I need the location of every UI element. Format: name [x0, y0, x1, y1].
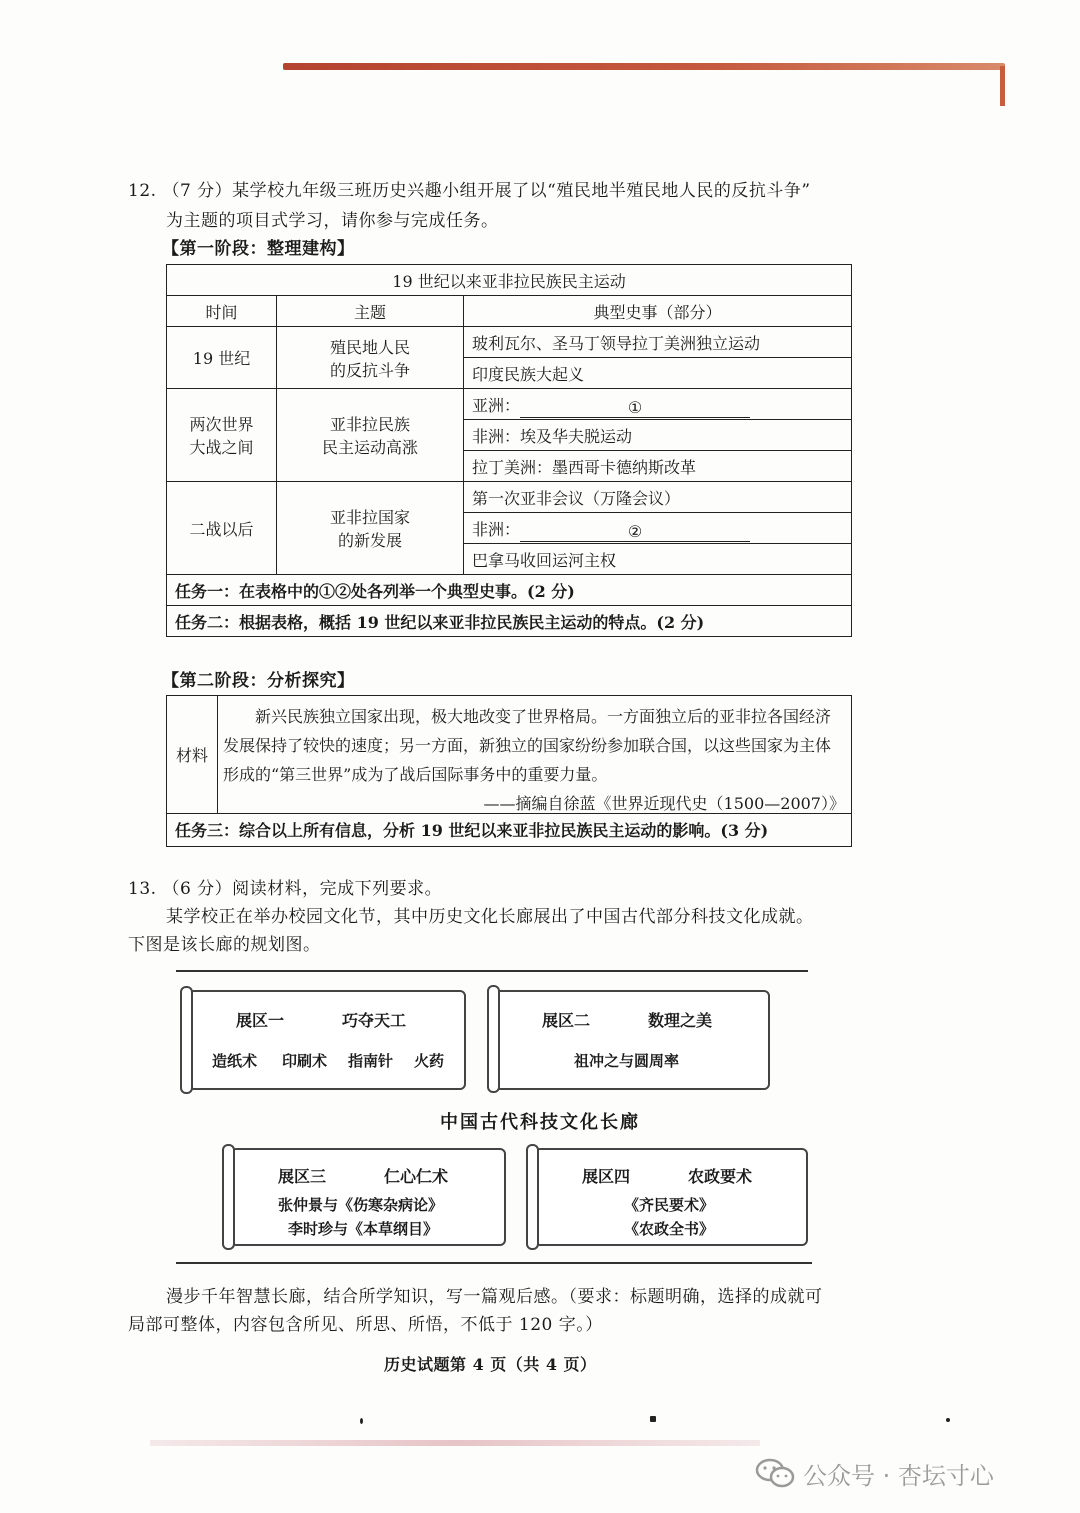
speck — [946, 1418, 950, 1422]
zone4-theme: 农政要术 — [688, 1167, 753, 1186]
zone1-scroll — [188, 990, 466, 1090]
event-interwar-c: 拉丁美洲：墨西哥卡德纳斯改革 — [464, 451, 852, 482]
material-text-block — [223, 702, 845, 818]
stage2-heading: 【第二阶段：分析探究】 — [162, 671, 355, 691]
header-theme: 主题 — [277, 296, 464, 327]
zone2-roll — [487, 985, 500, 1093]
speck — [650, 1416, 656, 1422]
zone1-name: 展区一 — [236, 1011, 285, 1030]
zone2-theme: 数理之美 — [648, 1011, 713, 1030]
event-interwar-b: 非洲：埃及华夫脱运动 — [464, 420, 852, 451]
page-footer: 历史试题第 4 页（共 4 页） — [384, 1355, 597, 1374]
event-interwar-a: 亚洲： ① — [464, 389, 852, 420]
theme-postwar: 亚非拉国家 的新发展 — [277, 482, 464, 575]
zone3-roll — [222, 1144, 235, 1250]
q13-req-line1: 漫步千年智慧长廊，结合所学知识，写一篇观后感。（要求：标题明确，选择的成就可 — [166, 1287, 823, 1307]
gallery-title: 中国古代科技文化长廊 — [440, 1112, 640, 1133]
zone1-item3: 指南针 — [348, 1052, 394, 1070]
task3: 任务三：综合以上所有信息，分析 19 世纪以来亚非拉民族民主运动的影响。(3 分) — [167, 813, 851, 846]
q13-line2: 某学校正在举办校园文化节，其中历史文化长廊展出了中国古代部分科技文化成就。 — [166, 907, 814, 927]
header-time: 时间 — [167, 296, 277, 327]
theme-interwar: 亚非拉民族 民主运动高涨 — [277, 389, 464, 482]
event-postwar-a: 第一次亚非会议（万隆会议） — [464, 482, 852, 513]
watermark-text: 公众号 · 杏坛寸心 — [803, 1461, 994, 1490]
q12-line2: 为主题的项目式学习，请你参与完成任务。 — [166, 211, 499, 231]
theme-19c: 殖民地人民 的反抗斗争 — [277, 327, 464, 389]
movement-table — [166, 264, 852, 637]
zone3-name: 展区三 — [278, 1167, 327, 1186]
task2: 任务二：根据表格，概括 19 世纪以来亚非拉民族民主运动的特点。(2 分) — [167, 606, 852, 637]
time-postwar: 二战以后 — [167, 482, 277, 575]
table-title: 19 世纪以来亚非拉民族民主运动 — [167, 265, 852, 296]
watermark — [755, 1455, 994, 1491]
material-box — [166, 695, 852, 847]
zone4-line2: 《农政全书》 — [624, 1220, 715, 1238]
blank-2[interactable]: ② — [520, 522, 750, 542]
zone1-item2: 印刷术 — [282, 1052, 328, 1070]
gallery-bottom-line — [176, 1262, 812, 1264]
material-label: 材料 — [167, 696, 218, 813]
event-19c-b: 印度民族大起义 — [464, 358, 852, 389]
zone4-name: 展区四 — [582, 1167, 631, 1186]
zone3-theme: 仁心仁术 — [384, 1167, 449, 1186]
time-19c: 19 世纪 — [167, 327, 277, 389]
time-interwar: 两次世界 大战之间 — [167, 389, 277, 482]
speck — [360, 1418, 363, 1424]
zone1-roll — [180, 986, 193, 1094]
zone3-line2: 李时珍与《本草纲目》 — [288, 1220, 439, 1238]
zone3-line1: 张仲景与《伤寒杂病论》 — [278, 1196, 444, 1214]
zone1-item1: 造纸术 — [212, 1052, 258, 1070]
zone2-line1: 祖冲之与圆周率 — [574, 1052, 680, 1070]
bottom-smear — [150, 1440, 760, 1446]
stage1-heading: 【第一阶段：整理建构】 — [162, 239, 355, 259]
gallery-top-line — [176, 970, 808, 972]
zone2-name: 展区二 — [542, 1011, 591, 1030]
wechat-icon — [755, 1457, 795, 1489]
event-postwar-c: 巴拿马收回运河主权 — [464, 544, 852, 575]
zone1-theme: 巧夺天工 — [342, 1011, 407, 1030]
event-postwar-b: 非洲： ② — [464, 513, 852, 544]
zone4-roll — [526, 1144, 539, 1250]
event-19c-a: 玻利瓦尔、圣马丁领导拉丁美洲独立运动 — [464, 327, 852, 358]
material-text: 新兴民族独立国家出现，极大地改变了世界格局。一方面独立后的亚非拉各国经济发展保持了较快的速度；另一方面，新独立的国家纷纷参加联合国，以这些国家为主体形成的“第三世界”成为了战后国际事务中的重要力量。 — [223, 707, 832, 784]
material-source: ——摘编自徐蓝《世界近现代史（1500—2007）》 — [483, 794, 845, 813]
q13-line1: 13. （6 分）阅读材料，完成下列要求。 — [128, 879, 443, 899]
header-events: 典型史事（部分） — [464, 296, 852, 327]
task1: 任务一：在表格中的①②处各列举一个典型史事。(2 分) — [167, 575, 852, 606]
top-red-rule — [283, 63, 1005, 70]
zone1-item4: 火药 — [414, 1052, 445, 1070]
zone2-scroll — [494, 990, 770, 1090]
top-red-rule-tail — [1000, 66, 1005, 106]
q13-req-line2: 局部可整体，内容包含所见、所思、所悟，不低于 120 字。） — [128, 1315, 603, 1335]
q13-line3: 下图是该长廊的规划图。 — [128, 935, 321, 955]
blank-1[interactable]: ① — [520, 398, 750, 418]
q12-line1: 12. （7 分）某学校九年级三班历史兴趣小组开展了以“殖民地半殖民地人民的反抗斗争” — [128, 181, 811, 201]
zone4-line1: 《齐民要术》 — [624, 1196, 715, 1214]
